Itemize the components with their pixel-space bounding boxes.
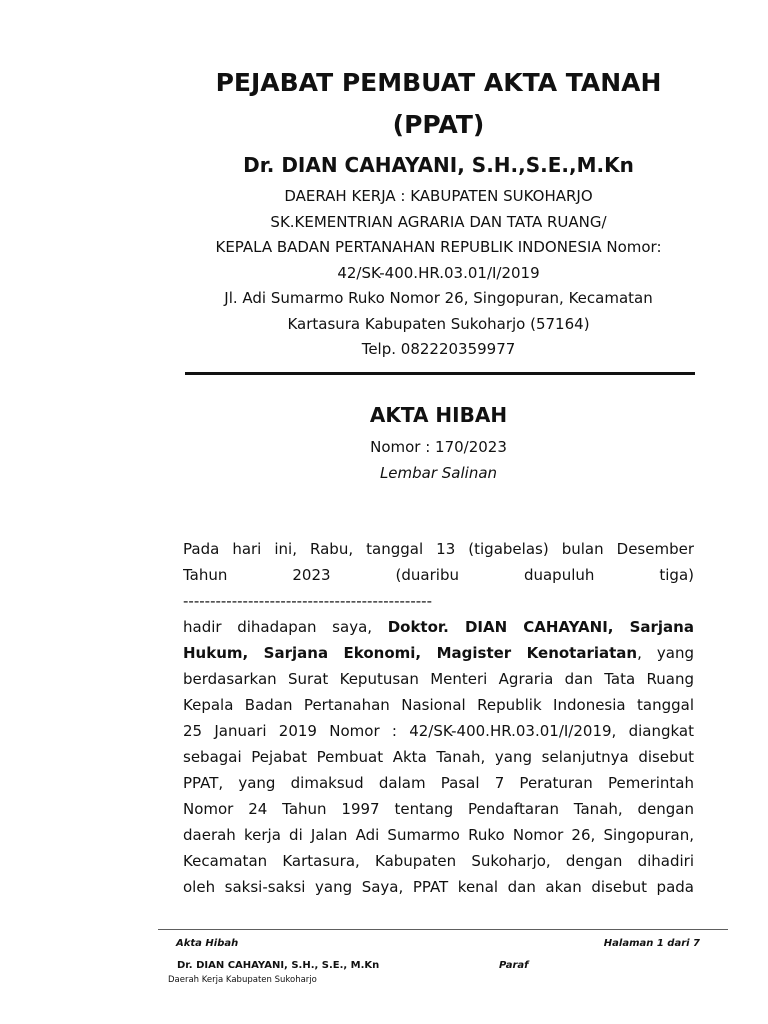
paragraph-line: Kecamatan Kartasura, Kabupaten Sukoharjo, dengan dihadiri (183, 852, 694, 870)
paragraph-text: , yang (637, 644, 694, 662)
paragraph-line: Pada hari ini, Rabu, tanggal 13 (tigabelas) bulan Desember (183, 540, 694, 558)
footer-work-area: Daerah Kerja Kabupaten Sukoharjo (168, 975, 317, 985)
work-area-line: DAERAH KERJA : KABUPATEN SUKOHARJO (284, 187, 593, 205)
deed-title: AKTA HIBAH (369, 403, 508, 427)
officer-name-bold: Doktor. DIAN CAHAYANI, Sarjana (387, 618, 694, 636)
copy-label: Lembar Salinan (379, 464, 498, 482)
paragraph-line: berdasarkan Surat Keputusan Menteri Agraria dan Tata Ruang (183, 670, 694, 688)
footer-divider (158, 929, 728, 930)
footer-signatory: Dr. DIAN CAHAYANI, S.H., S.E., M.Kn (177, 960, 380, 971)
address-line: Jl. Adi Sumarmo Ruko Nomor 26, Singopuran, Kecamatan (224, 289, 653, 307)
paragraph-line: Kepala Badan Pertanahan Nasional Republik Indonesia tanggal (183, 696, 694, 714)
officer-degrees-bold: Hukum, Sarjana Ekonomi, Magister Kenotariatan (183, 644, 638, 662)
letterhead (120, 62, 757, 363)
paragraph-line: 25 Januari 2019 Nomor : 42/SK-400.HR.03.01/I/2019, diangkat (183, 722, 694, 740)
deed-heading (120, 398, 757, 486)
footer-initial-label: Paraf (499, 960, 529, 971)
officer-name: Dr. DIAN CAHAYANI, S.H.,S.E.,M.Kn (243, 153, 634, 177)
deed-opening-paragraph (183, 536, 694, 900)
footer-page-number: Halaman 1 dari 7 (603, 938, 700, 949)
paragraph-text: hadir dihadapan saya, (183, 618, 373, 636)
phone-line: Telp. 082220359977 (361, 340, 516, 358)
paragraph-line (183, 614, 694, 640)
address-line: Kartasura Kabupaten Sukoharjo (57164) (287, 314, 590, 333)
paragraph-line (183, 640, 694, 666)
decree-line: KEPALA BADAN PERTANAHAN REPUBLIK INDONESIA Nomor: (215, 238, 662, 256)
paragraph-line: PPAT, yang dimaksud dalam Pasal 7 Peraturan Pemerintah (183, 774, 694, 792)
letterhead-divider (185, 372, 695, 375)
paragraph-line: sebagai Pejabat Pembuat Akta Tanah, yang selanjutnya disebut (183, 748, 694, 766)
paragraph-line: Tahun 2023 (duaribu duapuluh tiga) (183, 566, 694, 584)
paragraph-line: oleh saksi-saksi yang Saya, PPAT kenal dan akan disebut pada (183, 878, 694, 896)
paragraph-line: Nomor 24 Tahun 1997 tentang Pendaftaran Tanah, dengan (183, 800, 694, 818)
footer-document-title: Akta Hibah (176, 938, 239, 949)
office-title: PEJABAT PEMBUAT AKTA TANAH (215, 68, 662, 97)
decree-number: 42/SK-400.HR.03.01/I/2019 (337, 263, 540, 282)
dashed-filler-line: ---------------------------------------------- (183, 592, 432, 610)
deed-number: Nomor : 170/2023 (370, 438, 507, 456)
office-title-abbreviation: (PPAT) (392, 110, 485, 139)
paragraph-line: daerah kerja di Jalan Adi Sumarmo Ruko Nomor 26, Singopuran, (183, 826, 694, 844)
decree-line: SK.KEMENTRIAN AGRARIA DAN TATA RUANG/ (270, 212, 607, 231)
